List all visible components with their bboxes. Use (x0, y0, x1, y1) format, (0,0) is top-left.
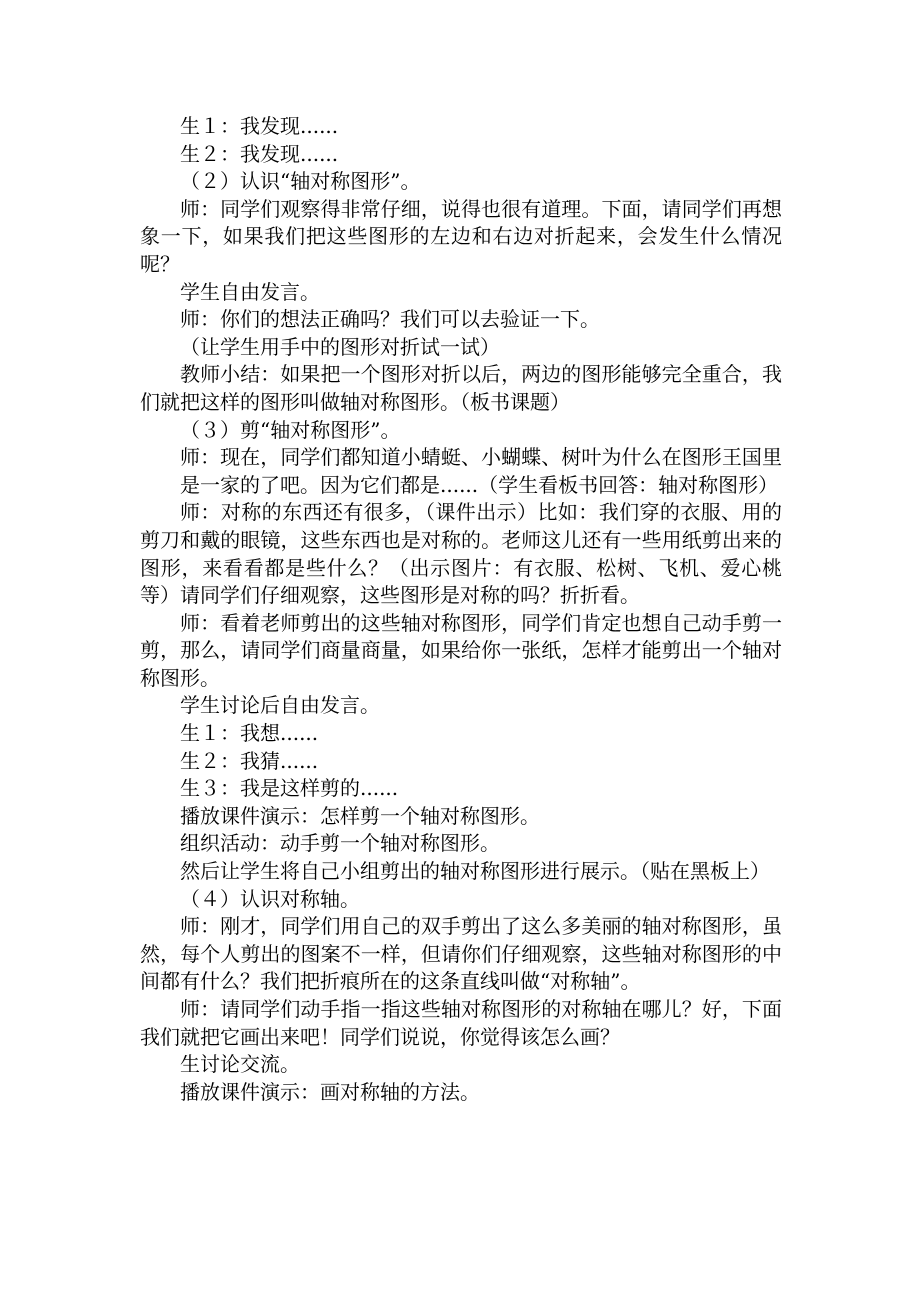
paragraph-fold-try: （让学生用手中的图形对折试一试） (180, 334, 500, 359)
paragraph-student3-cut: 生３：我是这样剪的...... (180, 776, 399, 801)
paragraph-teacher-axis-intro: 师：刚才，同学们用自己的双手剪出了这么多美丽的轴对称图形，虽然，每个人剪出的图案不一样，但请你们仔细观察，这些轴对称图形的中间都有什么？我们把折痕所在的这条直线叫做“对称轴”。 (140, 914, 782, 994)
section-heading-axis: （４）认识对称轴。 (180, 886, 360, 911)
paragraph-demo-cut: 播放课件演示：怎样剪一个轴对称图形。 (180, 803, 540, 828)
paragraph-teacher-symmetric-things: 师：对称的东西还有很多，（课件出示）比如：我们穿的衣服、用的剪刀和戴的眼镜，这些东西也是对称的。老师这儿还有一些用纸剪出来的图形，来看看都是些什么？（出示图片：有衣服、松树、飞机、爱心桃等）请同学们仔细观察，这些图形是对称的吗？折折看。 (140, 500, 782, 608)
paragraph-students-exchange: 生讨论交流。 (180, 1052, 300, 1077)
document-body (140, 113, 782, 1106)
paragraph-teacher-axis-draw: 师：请同学们动手指一指这些轴对称图形的对称轴在哪儿？好，下面我们就把它画出来吧！同学们说说，你觉得该怎么画？ (140, 997, 782, 1049)
paragraph-teacher-family: 师：现在，同学们都知道小蜻蜓、小蝴蝶、树叶为什么在图形王国里是一家的了吧。因为它们都是......（学生看板书回答：轴对称图形） (180, 445, 782, 497)
paragraph-teacher-cut-discuss: 师：看着老师剪出的这些轴对称图形，同学们肯定也想自己动手剪一剪，那么，请同学们商量商量，如果给你一张纸，怎样才能剪出一个轴对称图形。 (140, 610, 782, 690)
paragraph-teacher-summary: 教师小结：如果把一个图形对折以后，两边的图形能够完全重合，我们就把这样的图形叫做轴对称图形。（板书课题） (140, 362, 782, 414)
paragraph-student2-guess: 生２：我猜...... (180, 748, 319, 773)
paragraph-activity-cut: 组织活动：动手剪一个轴对称图形。 (180, 831, 500, 856)
paragraph-students-speak: 学生自由发言。 (180, 279, 320, 304)
paragraph-demo-axis: 播放课件演示：画对称轴的方法。 (180, 1079, 480, 1104)
section-heading-cut: （３）剪“轴对称图形”。 (180, 417, 401, 442)
paragraph-teacher-imagine: 师：同学们观察得非常仔细，说得也很有道理。下面，请同学们再想象一下，如果我们把这些图形的左边和右边对折起来，会发生什么情况呢？ (140, 196, 782, 276)
paragraph-student1-discover: 生１：我发现...... (180, 114, 339, 138)
paragraph-student1-think: 生１：我想...... (180, 721, 319, 746)
paragraph-students-discuss: 学生讨论后自由发言。 (180, 693, 380, 718)
section-heading-recognize: （２）认识“轴对称图形”。 (180, 169, 421, 194)
paragraph-display-work: 然后让学生将自己小组剪出的轴对称图形进行展示。（贴在黑板上） (180, 859, 770, 884)
paragraph-teacher-verify: 师：你们的想法正确吗？我们可以去验证一下。 (180, 307, 600, 332)
paragraph-student2-discover: 生２：我发现...... (180, 141, 339, 166)
